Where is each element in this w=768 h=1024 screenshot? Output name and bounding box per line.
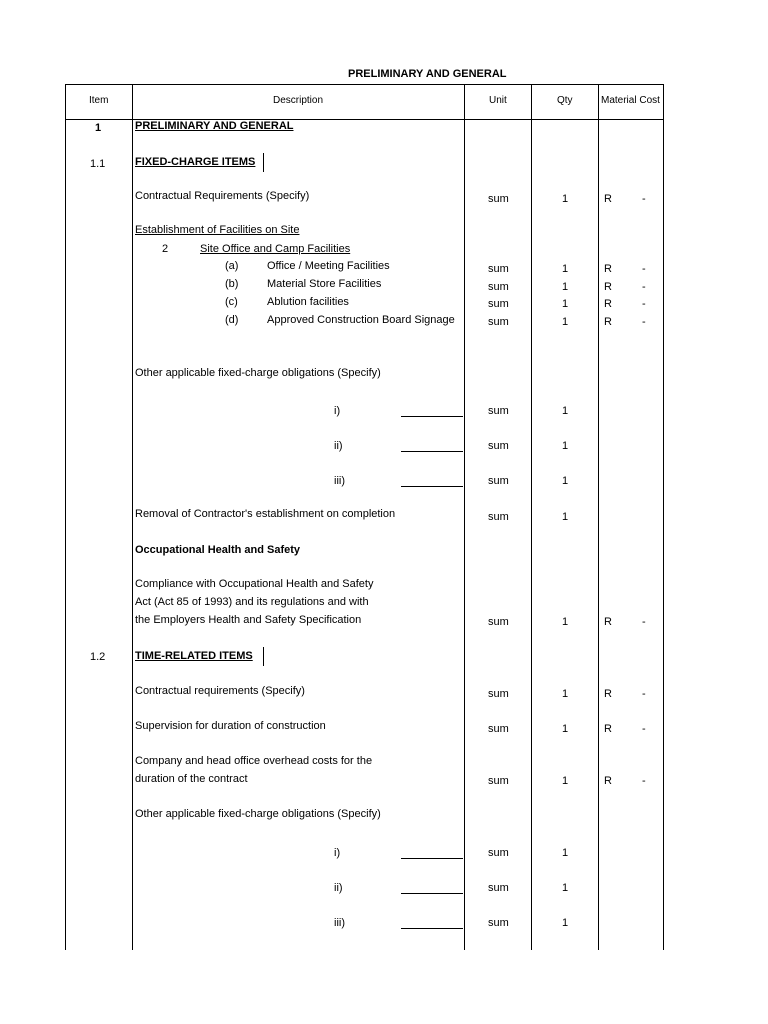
blank-line <box>401 451 463 452</box>
row-currency: R <box>604 298 612 310</box>
subsection-title: FIXED-CHARGE ITEMS <box>135 156 256 168</box>
table-border-right <box>663 84 664 950</box>
row-qty: 1 <box>562 193 569 205</box>
item-number: 1.1 <box>90 158 106 170</box>
header-item: Item <box>89 95 109 106</box>
row-description: Contractual Requirements (Specify) <box>135 190 310 202</box>
row-currency: R <box>604 193 612 205</box>
sub-letter: (a) <box>225 260 239 272</box>
page-title: PRELIMINARY AND GENERAL <box>348 68 507 80</box>
row-qty: 1 <box>562 882 569 894</box>
row-qty: 1 <box>562 511 569 523</box>
row-unit: sum <box>488 511 509 523</box>
blank-line <box>401 486 463 487</box>
row-qty: 1 <box>562 263 569 275</box>
sub-description: Ablution facilities <box>267 296 349 308</box>
row-unit: sum <box>488 263 509 275</box>
column-divider-material <box>598 84 599 950</box>
table-border-top <box>65 84 664 85</box>
row-unit: sum <box>488 917 509 929</box>
row-unit: sum <box>488 440 509 452</box>
other-number: i) <box>334 847 341 859</box>
header-qty: Qty <box>557 95 573 106</box>
sub-description: Office / Meeting Facilities <box>267 260 390 272</box>
row-unit: sum <box>488 775 509 787</box>
row-unit: sum <box>488 298 509 310</box>
other-obligations-label: Other applicable fixed-charge obligations (Specify) <box>135 808 381 820</box>
row-currency: R <box>604 616 612 628</box>
row-qty: 1 <box>562 688 569 700</box>
sub-description: Material Store Facilities <box>267 278 382 290</box>
row-qty: 1 <box>562 723 569 735</box>
other-obligations-label: Other applicable fixed-charge obligations (Specify) <box>135 367 381 379</box>
other-number: iii) <box>334 917 345 929</box>
sub-letter: (d) <box>225 314 239 326</box>
row-unit: sum <box>488 616 509 628</box>
site-office-label: Site Office and Camp Facilities <box>200 243 351 255</box>
row-unit: sum <box>488 316 509 328</box>
other-number: ii) <box>334 440 343 452</box>
row-currency: R <box>604 316 612 328</box>
column-divider-description <box>132 84 133 950</box>
row-amount: - <box>642 316 646 328</box>
row-qty: 1 <box>562 475 569 487</box>
other-number: i) <box>334 405 341 417</box>
row-amount: - <box>642 723 646 735</box>
site-office-number: 2 <box>162 243 169 255</box>
ohs-line: Act (Act 85 of 1993) and its regulations and with <box>135 596 369 608</box>
company-line: Company and head office overhead costs for the <box>135 755 373 767</box>
row-unit: sum <box>488 193 509 205</box>
row-qty: 1 <box>562 917 569 929</box>
row-description: Supervision for duration of construction <box>135 720 326 732</box>
row-unit: sum <box>488 723 509 735</box>
blank-line <box>401 416 463 417</box>
row-unit: sum <box>488 847 509 859</box>
ohs-line: Compliance with Occupational Health and Safety <box>135 578 374 590</box>
row-currency: R <box>604 688 612 700</box>
row-description: Removal of Contractor's establishment on completion <box>135 508 396 520</box>
row-unit: sum <box>488 475 509 487</box>
row-amount: - <box>642 298 646 310</box>
sub-description: Approved Construction Board Signage <box>267 314 455 326</box>
row-qty: 1 <box>562 316 569 328</box>
blank-line <box>401 928 463 929</box>
other-number: ii) <box>334 882 343 894</box>
row-qty: 1 <box>562 616 569 628</box>
blank-line <box>401 858 463 859</box>
column-divider-qty <box>531 84 532 950</box>
establishment-heading: Establishment of Facilities on Site <box>135 224 300 236</box>
blank-line <box>401 893 463 894</box>
row-unit: sum <box>488 688 509 700</box>
other-number: iii) <box>334 475 345 487</box>
row-amount: - <box>642 616 646 628</box>
ohs-heading: Occupational Health and Safety <box>135 544 301 556</box>
subsection-title: TIME-RELATED ITEMS <box>135 650 253 662</box>
row-qty: 1 <box>562 847 569 859</box>
row-amount: - <box>642 688 646 700</box>
row-amount: - <box>642 281 646 293</box>
header-material-cost: Material Cost <box>601 95 660 106</box>
column-divider-unit <box>464 84 465 950</box>
cell-cursor-mark <box>263 647 264 666</box>
cell-cursor-mark <box>263 153 264 172</box>
row-amount: - <box>642 775 646 787</box>
header-unit: Unit <box>489 95 507 106</box>
table-border-left <box>65 84 66 950</box>
item-number: 1.2 <box>90 651 106 663</box>
row-qty: 1 <box>562 775 569 787</box>
section-title: PRELIMINARY AND GENERAL <box>135 120 294 132</box>
row-unit: sum <box>488 281 509 293</box>
row-qty: 1 <box>562 298 569 310</box>
ohs-line: the Employers Health and Safety Specification <box>135 614 362 626</box>
header-description: Description <box>273 95 324 106</box>
sub-letter: (c) <box>225 296 238 308</box>
company-line: duration of the contract <box>135 773 248 785</box>
row-qty: 1 <box>562 440 569 452</box>
row-amount: - <box>642 193 646 205</box>
row-currency: R <box>604 775 612 787</box>
section-number: 1 <box>95 122 102 134</box>
row-description: Contractual requirements (Specify) <box>135 685 305 697</box>
row-qty: 1 <box>562 405 569 417</box>
row-currency: R <box>604 263 612 275</box>
row-amount: - <box>642 263 646 275</box>
sub-letter: (b) <box>225 278 239 290</box>
row-qty: 1 <box>562 281 569 293</box>
row-currency: R <box>604 723 612 735</box>
row-unit: sum <box>488 405 509 417</box>
row-unit: sum <box>488 882 509 894</box>
row-currency: R <box>604 281 612 293</box>
